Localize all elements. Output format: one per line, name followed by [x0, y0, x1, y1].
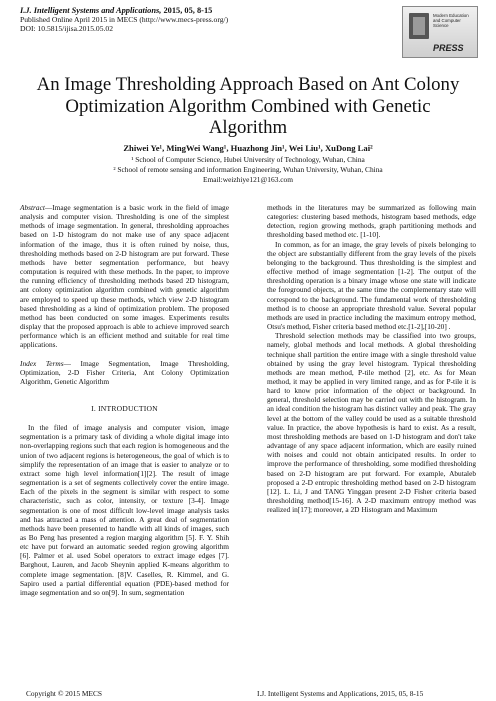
footer-copyright: Copyright © 2015 MECS: [26, 689, 103, 698]
footer-journal: I.J. Intelligent Systems and Applications, 2015, 05, 8-15: [257, 689, 424, 698]
left-column: [20, 203, 229, 597]
intro-paragraph-2: methods in the literatures may be summarized as following main categories: clustering based methods, histogram based methods, edge detection, region growing methods, graph partitioning methods and thresholding based method etc. [1-10].: [267, 203, 476, 240]
affiliation-1: ¹ School of Computer Science, Hubei University of Technology, Wuhan, China: [131, 155, 365, 164]
affiliation-2: ² School of remote sensing and information Engineering, Wuhan University, Wuhan, China: [113, 165, 383, 174]
publisher-logo: [402, 6, 478, 58]
paper-title: An Image Thresholding Approach Based on Ant Colony Optimization Algorithm Combined with Genetic Algorithm: [36, 74, 460, 138]
doi-line: DOI: 10.5815/ijisa.2015.05.02: [20, 24, 114, 33]
index-terms: [20, 359, 229, 386]
logo-text: Modern Education and Computer Science: [433, 13, 469, 28]
abstract-text: —Image segmentation is a basic work in the field of image analysis and computer vision. Thresholding is one of the simplest methods of image segmentation. In general, thresholding approaches based on 1-D histogram do not make use of any space adjacent information of the image, thus it is often ruined by noise, thus, thresholding methods based on 2-D histogram are put forward. These methods have better segmentation performance, but heavy computation is required with these methods. In the paper, to improve the running efficiency of thresholding methods based 2D histogram, ant colony optimization algorithm combined with genetic algorithm are employed to speed up these methods, which view 2-D histogram based thresholding as a kind of optimization problem. The proposed method has been conducted on some images. Experiments results display that the proposed approach is able to achieve improved search performance which is an efficient method and suitable for real time applications.: [20, 203, 229, 350]
author-list: Zhiwei Ye¹, MingWei Wang¹, Huazhong Jin¹, Wei Liu¹, XuDong Lai²: [123, 143, 373, 153]
right-column: [267, 203, 476, 514]
abstract-label: Abstract: [20, 203, 45, 212]
journal-issue: 2015, 05, 8-15: [163, 6, 213, 15]
journal-header: [20, 6, 380, 33]
index-terms-text: — Image Segmentation, Image Thresholding, Optimization, 2-D Fisher Criteria, Ant Colony Optimization Algorithm, Genetic Algorithm: [20, 358, 229, 386]
published-line: Published Online April 2015 in MECS (http://www.mecs-press.org/): [20, 15, 229, 24]
logo-press: PRESS: [433, 43, 464, 53]
intro-paragraph-1: In the filed of image analysis and computer vision, image segmentation is a primary task of dividing a whole digital image into non-overlapping regions such that each region is homogeneous and the union of two adjacent regions is heterogeneous, the goal of which is to simplify the representation of an image that is easier to analyze or to extract some high level information[1][2]. The result of image segmentation is a set of segments collectively cover the entire image. Each of the pixels in the segment is similar with respect to some characteristic, such as color, intensity, or texture [3-4]. Image segmentation is one of most difficult low-level image analysis tasks and has attracted a mass of attention. A great deal of segmentation methods have been presented to handle with all kinds of images, such as Bo Peng has presented a region marging algorithm [5]. F. Y. Shih etc have put forward an automatic seeded region growing algorithm [6]. Palmer et al. used Sobel operators to extract image edges [7]. Barghout, Lauren, and Jacob Sheynin applied K-means algorithm to complete image segmentation. [8]V. Caselles, R. Kimmel, and G. Sapiro used a partial differential equation (PDE)-based method for image segmentation and so on[9]. In sum, segmentation: [20, 423, 229, 597]
section-heading-introduction: I. INTRODUCTION: [91, 403, 158, 413]
intro-paragraph-4: Threshold selection methods may be classified into two groups, namely, global methods and local methods. A global thresholding technique shall partition the entire image with a single threshold value obtained by using the gray level histogram. Typical thresholding methods are mean method, P-tile method [2], etc. As for Mean method, it may be applied in very limited range, and as for P-tile it is hard to know prior information of the object or background. In general, threshold selection may be carried out with the histogram. In an ideal condition the histogram has distinct valley and peak. The gray level at the bottom of the valley could be used as a suitable threshold value. In practice, the above hypothesis is hard to exist. As a result, most thresholding methods are based on 1-D histogram and don't take advantage of any space adjacent information, which are easily ruined with noises and could not obtain anticipated results. In order to improve the performance of thresholding, some modified thresholding based on 2-D histogram are put forward. For example, Abutaleb proposed a 2-D entropic thresholding method based on 2-D histogram [12]. L. Li, J and TANG Yinggan present 2-D Fisher criteria based thresholding method[15-16]. A 2-D maximum entropy method was realized in[17]; moreover, a 2D Histogram and Maximum: [267, 331, 476, 515]
email-address: Email:weizhiye121@163.com: [203, 175, 293, 184]
intro-paragraph-3: In common, as for an image, the gray levels of pixels belonging to the object are substantially different from the gray levels of the pixels belonging to the background. Thus thresholding is the simplest and effective method of image segmentation [1-2]. The output of the thresholding operation is a binary image whose one state will indicate the foreground objects, at the same time the complementary state will correspond to the background. The fundamental work of thresholding method is to choose an appropriate threshold value. Several popular methods are used in practice including the maximum entropy method, Otsu's method, Fisher criteria based method etc.[1-2],[10-20] .: [267, 239, 476, 332]
journal-name: I.J. Intelligent Systems and Applications, 2015, 05, 8-15: [20, 6, 213, 15]
index-terms-label: Index Terms: [20, 358, 64, 368]
abstract: [20, 203, 229, 350]
